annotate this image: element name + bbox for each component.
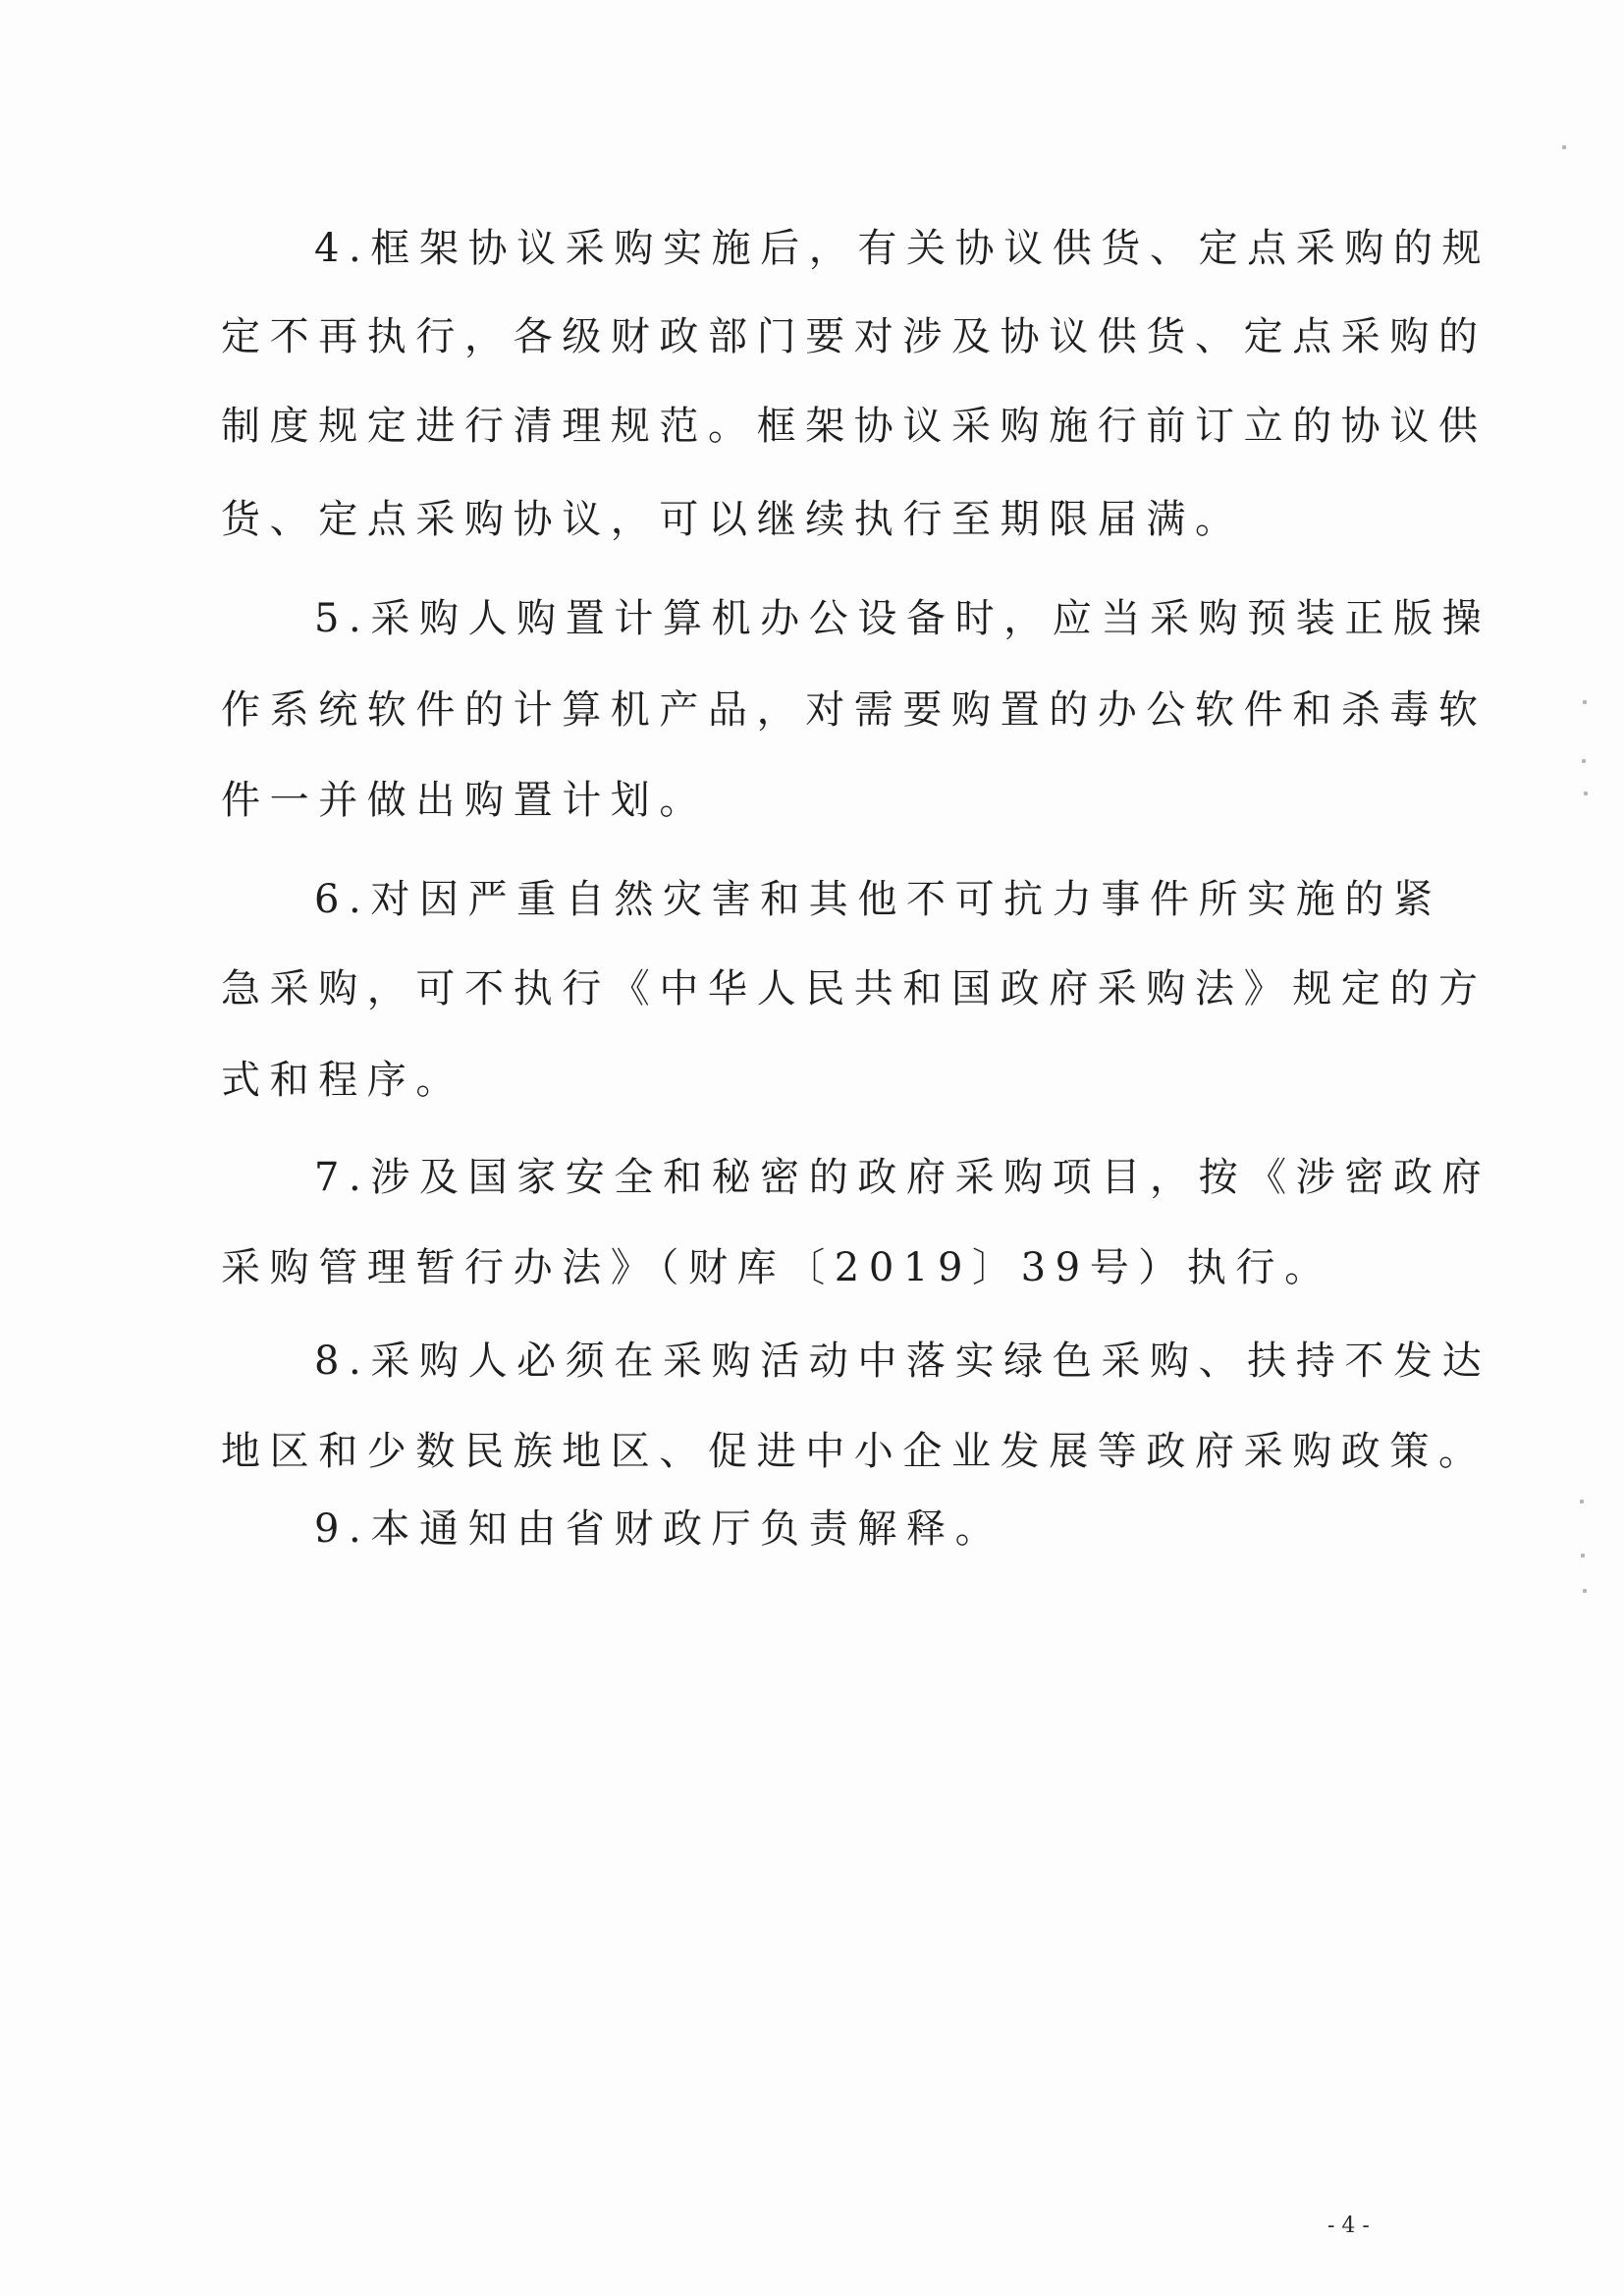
paragraph-5-line-3: 件一并做出购置计划。: [221, 778, 708, 823]
scan-speck: [1562, 145, 1566, 149]
scan-speck: [1582, 759, 1586, 763]
scan-speck: [1584, 792, 1588, 795]
paragraph-5-line-1: 5.采购人购置计算机办公设备时，应当采购预装正版操: [314, 596, 1491, 641]
paragraph-7-line-2: 采购管理暂行办法》（财库〔2019〕39号）执行。: [221, 1245, 1333, 1290]
paragraph-8-line-1: 8.采购人必须在采购活动中落实绿色采购、扶持不发达: [314, 1339, 1491, 1384]
page-number: - 4 -: [1327, 2214, 1370, 2238]
paragraph-6-line-2: 急采购，可不执行《中华人民共和国政府采购法》规定的方: [221, 966, 1488, 1011]
scan-speck: [1581, 1554, 1585, 1558]
paragraph-6-line-1: 6.对因严重自然灾害和其他不可抗力事件所实施的紧: [314, 877, 1442, 922]
paragraph-9-line-1: 9.本通知由省财政厅负责解释。: [314, 1506, 1004, 1552]
paragraph-6-line-3: 式和程序。: [221, 1058, 464, 1103]
paragraph-5-line-2: 作系统软件的计算机产品，对需要购置的办公软件和杀毒软: [221, 687, 1488, 733]
scan-speck: [1580, 1500, 1584, 1503]
paragraph-4-line-4: 货、定点采购协议，可以继续执行至期限届满。: [221, 497, 1244, 542]
scan-speck: [1583, 1589, 1587, 1593]
paragraph-4-line-2: 定不再执行，各级财政部门要对涉及协议供货、定点采购的: [221, 314, 1488, 359]
paragraph-7-line-1: 7.涉及国家安全和秘密的政府采购项目，按《涉密政府: [314, 1155, 1491, 1200]
paragraph-4-line-1: 4.框架协议采购实施后，有关协议供货、定点采购的规: [314, 226, 1491, 271]
scan-speck: [1583, 700, 1587, 704]
paragraph-4-line-3: 制度规定进行清理规范。框架协议采购施行前订立的协议供: [221, 404, 1488, 449]
paragraph-8-line-2: 地区和少数民族地区、促进中小企业发展等政府采购政策。: [221, 1429, 1488, 1474]
